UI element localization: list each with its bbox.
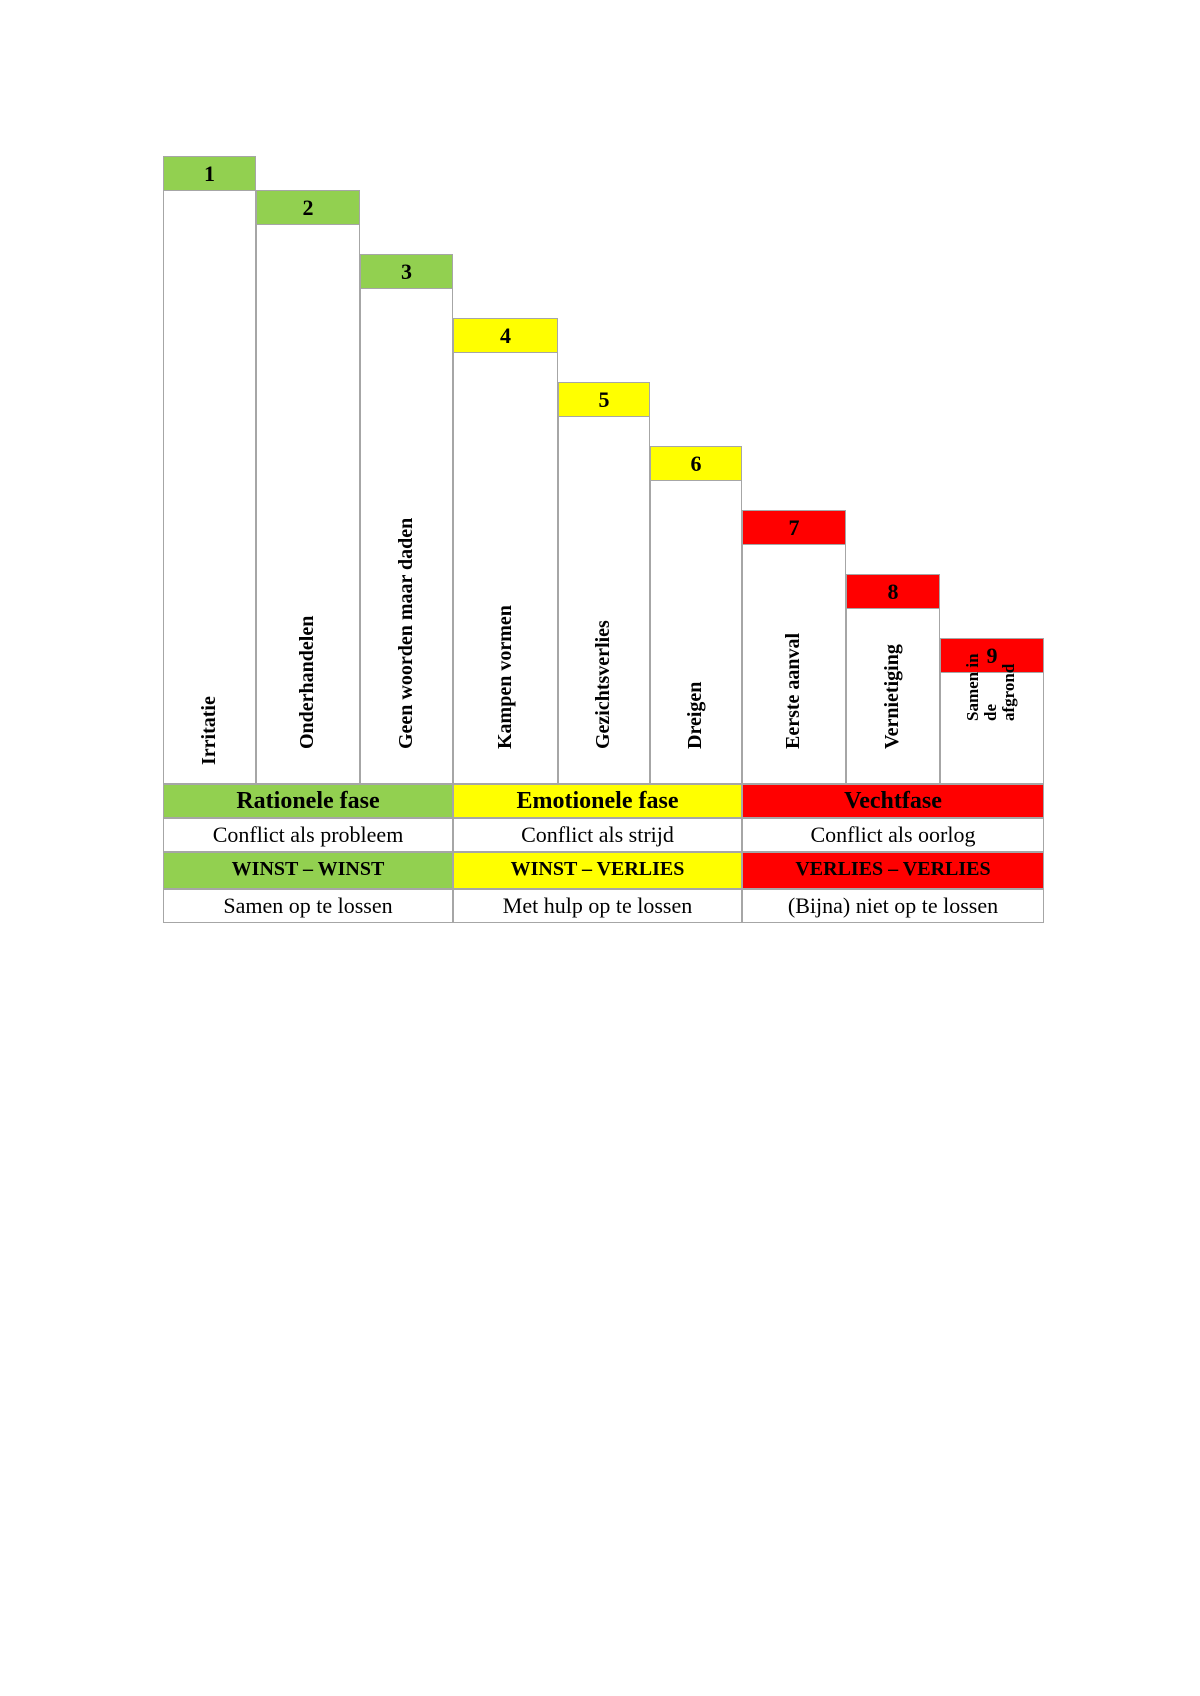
phase-outcome-fight: VERLIES – VERLIES xyxy=(742,852,1044,889)
stage-column-1 xyxy=(163,156,256,784)
stage-number-9: 9 xyxy=(941,639,1043,673)
phase-outcome-rational: WINST – WINST xyxy=(163,852,453,889)
stage-number-7: 7 xyxy=(743,511,845,545)
phase-view-emotional: Conflict als strijd xyxy=(453,818,742,852)
phase-solution-rational: Samen op te lossen xyxy=(163,889,453,923)
stage-column-9 xyxy=(940,638,1044,784)
stage-number-1: 1 xyxy=(164,157,255,191)
stage-label-1: Irritatie xyxy=(197,696,220,765)
stage-column-4 xyxy=(453,318,558,784)
stage-column-8 xyxy=(846,574,940,784)
stage-label-4: Kampen vormen xyxy=(493,605,516,749)
stage-label-3: Geen woorden maar daden xyxy=(394,517,417,749)
phase-title-fight: Vechtfase xyxy=(742,784,1044,818)
phase-outcome-emotional: WINST – VERLIES xyxy=(453,852,742,889)
stage-column-2 xyxy=(256,190,360,784)
phase-solution-fight: (Bijna) niet op te lossen xyxy=(742,889,1044,923)
stage-column-5 xyxy=(558,382,650,784)
phase-title-emotional: Emotionele fase xyxy=(453,784,742,818)
stage-number-6: 6 xyxy=(651,447,741,481)
phase-solution-emotional: Met hulp op te lossen xyxy=(453,889,742,923)
stage-number-2: 2 xyxy=(257,191,359,225)
stage-label-8: Vernietiging xyxy=(881,644,903,749)
stage-number-5: 5 xyxy=(559,383,649,417)
phase-view-fight: Conflict als oorlog xyxy=(742,818,1044,852)
stage-label-9: Samen in de afgrond xyxy=(963,653,1018,721)
stage-column-7 xyxy=(742,510,846,784)
stage-label-7: Eerste aanval xyxy=(782,632,804,749)
stage-label-6: Dreigen xyxy=(684,681,706,749)
stage-label-5: Gezichtsverlies xyxy=(592,620,614,749)
stage-number-8: 8 xyxy=(847,575,939,609)
stage-column-6 xyxy=(650,446,742,784)
stage-number-4: 4 xyxy=(454,319,557,353)
phase-title-rational: Rationele fase xyxy=(163,784,453,818)
stage-column-3 xyxy=(360,254,453,784)
phase-view-rational: Conflict als probleem xyxy=(163,818,453,852)
stage-number-3: 3 xyxy=(361,255,452,289)
stage-label-2: Onderhandelen xyxy=(296,615,318,749)
